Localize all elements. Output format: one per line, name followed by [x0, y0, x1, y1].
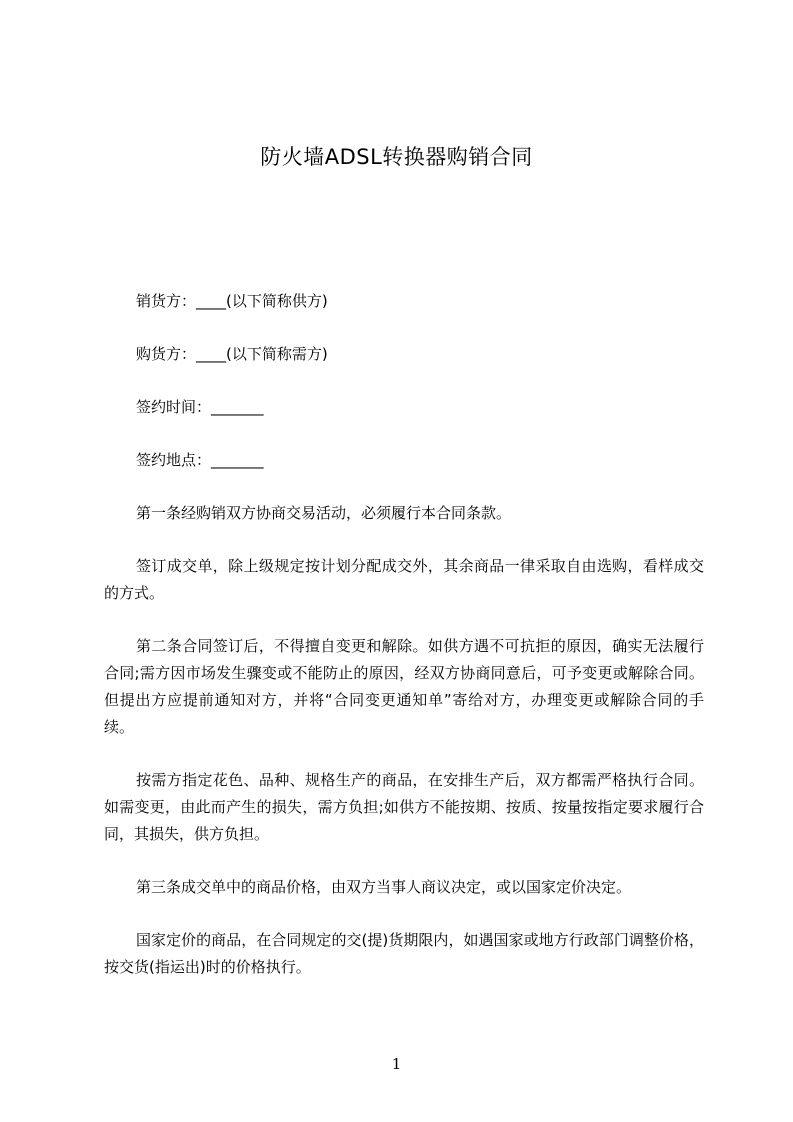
contract-title: 防火墙ADSL转换器购销合同 [260, 145, 533, 169]
article-3-paragraph: 第三条成交单中的商品价格，由双方当事人商议决定，或以国家定价决定。 [136, 878, 632, 896]
article-1-paragraph: 第一条经购销双方协商交易活动，必须履行本合同条款。 [136, 504, 512, 522]
seller-field: 销货方：____(以下简称供方) [136, 292, 328, 310]
page-number: 1 [391, 1055, 402, 1073]
article-1-detail-paragraph: 签订成交单，除上级规定按计划分配成交外，其余商品一律采取自由选购，看样成交的方式。 [104, 557, 704, 602]
contract-body [104, 288, 704, 1007]
article-2-detail-paragraph: 按需方指定花色、品种、规格生产的商品，在安排生产后，双方都需严格执行合同。如需变更，由此而产生的损失，需方负担;如供方不能按期、按质、按量按指定要求履行合同，其损失，供方负担。 [104, 771, 704, 843]
signing-place-field: 签约地点：_______ [136, 451, 264, 469]
article-3-detail-paragraph: 国家定价的商品，在合同规定的交(提)货期限内，如遇国家或地方行政部门调整价格，按交货(指运出)时的价格执行。 [104, 931, 704, 976]
signing-time-field: 签约时间：_______ [136, 398, 264, 416]
buyer-field: 购货方：____(以下简称需方) [136, 345, 328, 363]
article-2-paragraph: 第二条合同签订后，不得擅自变更和解除。如供方遇不可抗拒的原因，确实无法履行合同;需方因市场发生骤变或不能防止的原因，经双方协商同意后，可予变更或解除合同。但提出方应提前通知对方，并将“合同变更通知单”寄给对方，办理变更或解除合同的手续。 [104, 637, 704, 736]
